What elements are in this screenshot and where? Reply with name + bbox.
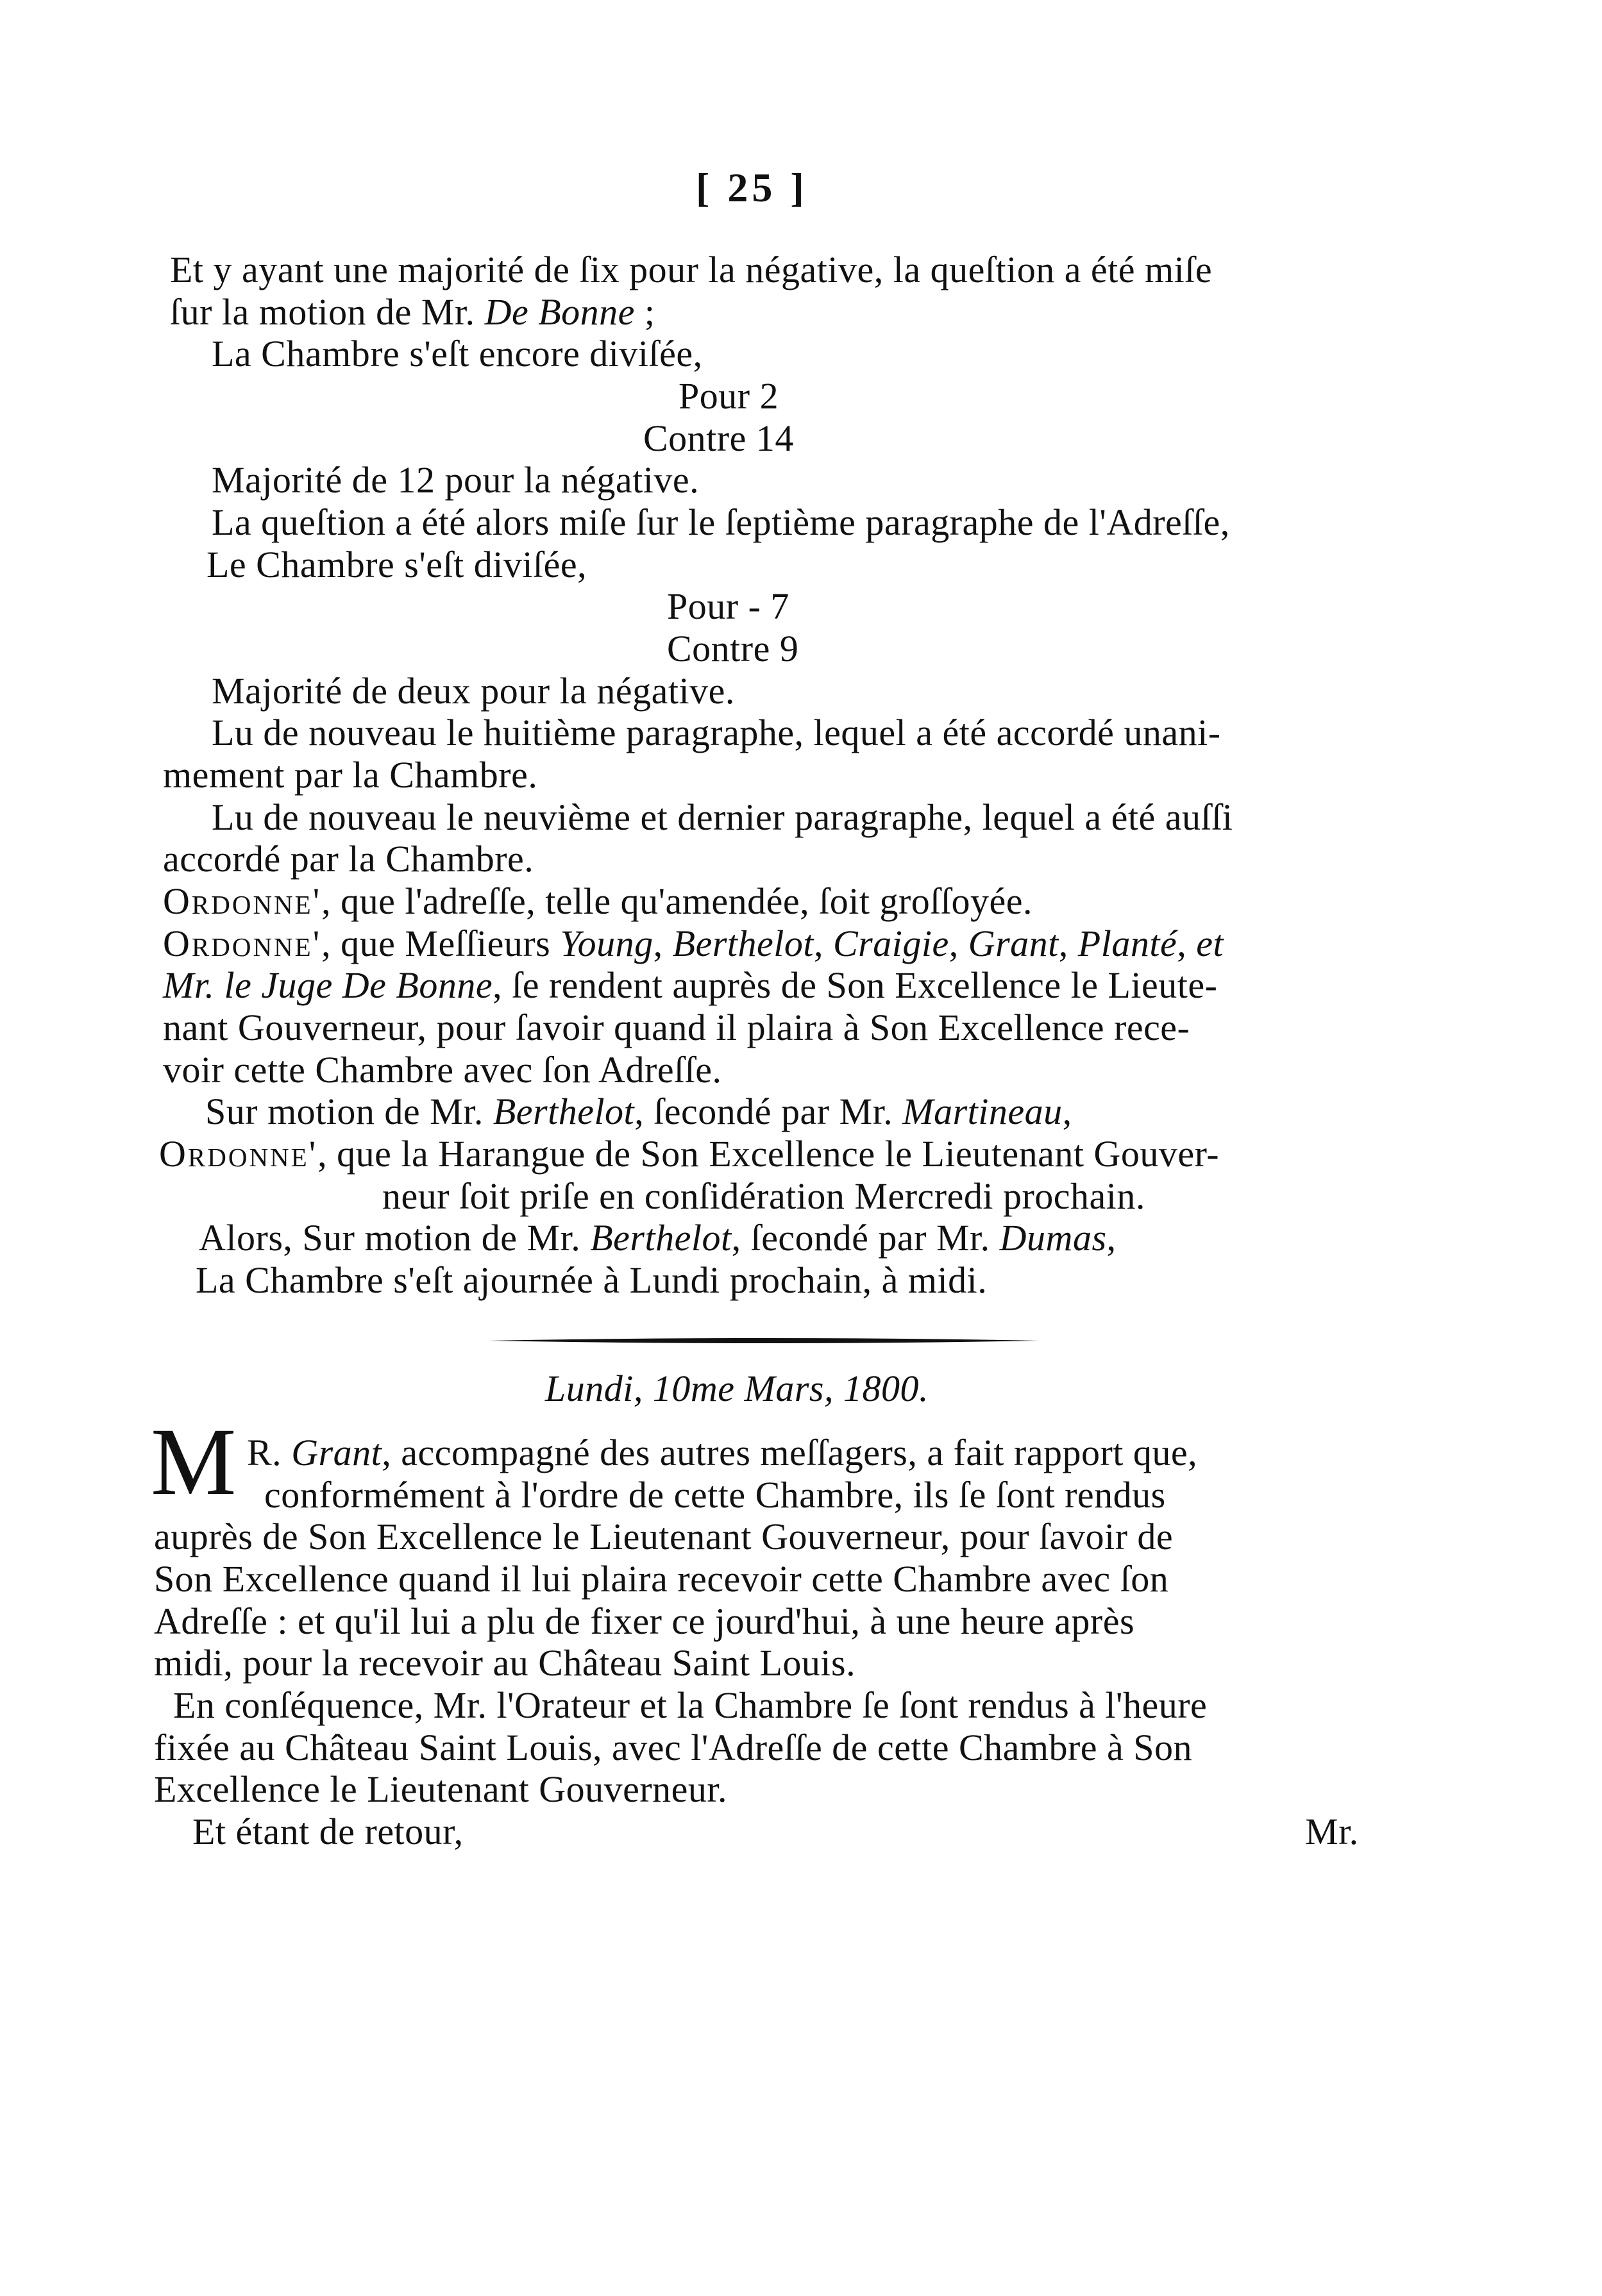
text-line: Le Chambre s'eſt diviſée, [207, 544, 587, 585]
person-name: Berthelot [590, 1217, 732, 1259]
vote-pour: Pour - 7 [667, 585, 789, 627]
text-line: nant Gouverneur, pour ſavoir quand il plaira à Son Excellence rece- [163, 1007, 1190, 1048]
text-run: ſur la motion de Mr. [170, 291, 485, 333]
section-divider [489, 1337, 1039, 1345]
person-name: Planté [1077, 923, 1177, 964]
text-line: Lu de nouveau le huitième paragraphe, lequel a été accordé unani- [212, 712, 1221, 753]
text-run: , [1106, 1217, 1117, 1259]
text-line: Majorité de deux pour la négative. [212, 670, 735, 712]
person-name: De Bonne [484, 291, 635, 333]
person-name: Young [560, 923, 653, 964]
text-line: Son Excellence quand il lui plaira recevoir cette Chambre avec ſon [154, 1558, 1169, 1600]
text-run: Sur motion de Mr. [205, 1091, 493, 1132]
person-name: Dumas [999, 1217, 1107, 1259]
person-name: Grant [291, 1432, 382, 1473]
text-run: , [949, 923, 968, 964]
text-run: , [653, 923, 673, 964]
text-run: , [813, 923, 833, 964]
text-line: Lu de nouveau le neuvième et dernier paragraphe, lequel a été auſſi [212, 796, 1233, 838]
text-line: voir cette Chambre avec ſon Adreſſe. [163, 1049, 722, 1091]
text-run: , que Meſſieurs [321, 923, 561, 964]
text-run: ; [634, 291, 655, 333]
text-line [163, 923, 1224, 965]
text-run: , [1062, 1091, 1072, 1132]
text-line: fixée au Château Saint Louis, avec l'Adreſſe de cette Chambre à Son [154, 1727, 1193, 1768]
ordonne-label: Ordonne' [163, 880, 322, 922]
drop-cap: M [151, 1409, 237, 1515]
vote-contre: Contre 9 [667, 628, 799, 669]
text-line: auprès de Son Excellence le Lieutenant Gouverneur, pour ſavoir de [154, 1516, 1174, 1557]
text-line: neur ſoit priſe en conſidération Mercredi prochain. [382, 1175, 1145, 1217]
text-run: , que l'adreſſe, telle qu'amendée, ſoit groſſoyée. [321, 880, 1033, 922]
ordonne-label: Ordonne' [163, 923, 322, 964]
text-run: , ſe rendent auprès de Son Excellence le Lieute- [493, 964, 1218, 1006]
text-line [199, 1217, 1117, 1259]
dateline: Lundi, 10me Mars, 1800. [545, 1368, 929, 1409]
text-line: Et y ayant une majorité de ſix pour la négative, la queſtion a été miſe [170, 249, 1213, 290]
text-line: Majorité de 12 pour la négative. [212, 459, 700, 501]
text-line: accordé par la Chambre. [163, 838, 534, 880]
person-name: Berthelot [672, 923, 814, 964]
text-run: , [1177, 923, 1197, 964]
text-line [247, 1432, 1197, 1474]
text-line [163, 880, 1033, 923]
text-line: mement par la Chambre. [163, 754, 538, 796]
text-run: , ſecondé par Mr. [634, 1091, 903, 1132]
text-run: , accompagné des autres meſſagers, a fait rapport que, [382, 1432, 1198, 1473]
text-line: conformément à l'ordre de cette Chambre, ils ſe ſont rendus [264, 1474, 1166, 1516]
person-name: Berthelot [493, 1091, 635, 1132]
text-line: La queſtion a été alors miſe ſur le ſeptième paragraphe de l'Adreſſe, [212, 501, 1230, 543]
text-line: Adreſſe : et qu'il lui a plu de fixer ce jourd'hui, à une heure après [154, 1600, 1135, 1642]
person-name: Craigie [832, 923, 949, 964]
text-line: En conſéquence, Mr. l'Orateur et la Chambre ſe ſont rendus à l'heure [173, 1684, 1208, 1726]
text-run: R. [247, 1432, 292, 1473]
text-line: Excellence le Lieutenant Gouverneur. [154, 1768, 728, 1810]
text-run: , ſecondé par Mr. [731, 1217, 1000, 1259]
person-name: Mr. le Juge De Bonne [163, 964, 493, 1006]
text-run: , que la Harangue de Son Excellence le Lieutenant Gouver- [317, 1133, 1220, 1175]
text-line: midi, pour la recevoir au Château Saint Louis. [154, 1642, 856, 1684]
vote-pour: Pour 2 [679, 375, 779, 417]
ordonne-label: Ordonne' [159, 1133, 318, 1175]
text-line: Et étant de retour, [192, 1811, 464, 1852]
text-line [159, 1133, 1219, 1175]
text-line [205, 1091, 1072, 1133]
text-line [163, 964, 1217, 1007]
text-run: et [1196, 923, 1224, 964]
vote-contre: Contre 14 [643, 417, 794, 459]
page-number: [ 25 ] [696, 165, 808, 210]
catchword: Mr. [1305, 1811, 1359, 1852]
text-line [170, 291, 655, 333]
text-line: La Chambre s'eſt ajournée à Lundi prochain, à midi. [196, 1259, 988, 1301]
person-name: Grant [968, 923, 1059, 964]
person-name: Martineau [902, 1091, 1063, 1132]
text-run: Alors, Sur motion de Mr. [199, 1217, 591, 1259]
text-line: La Chambre s'eſt encore diviſée, [212, 333, 703, 374]
text-run: , [1058, 923, 1078, 964]
